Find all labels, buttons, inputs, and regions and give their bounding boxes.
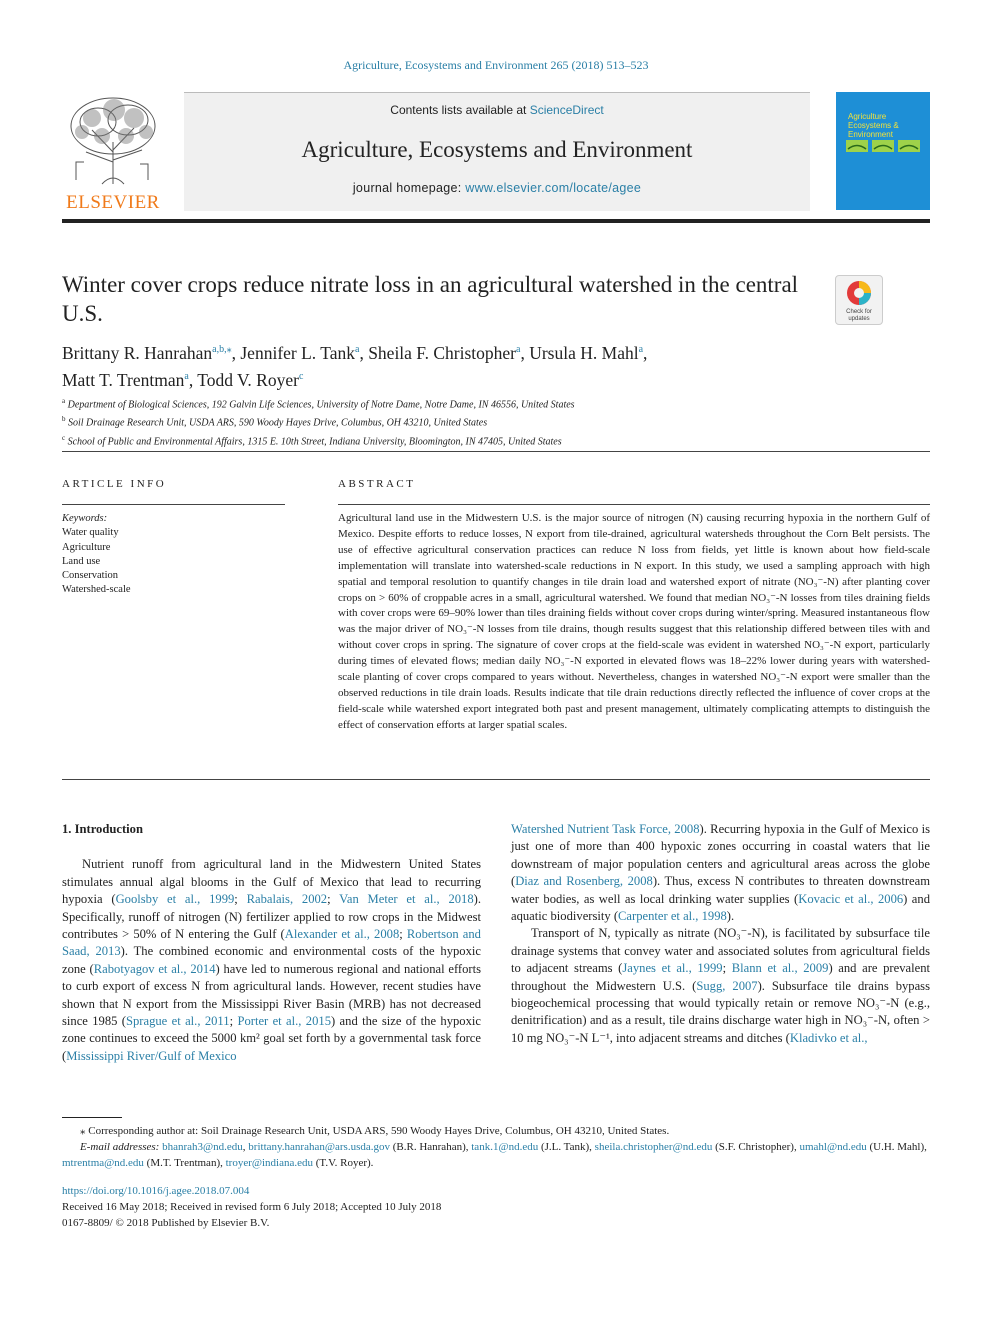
email-link[interactable]: tank.1@nd.edu <box>471 1141 539 1153</box>
citation-link[interactable]: Kovacic et al., 2006 <box>798 891 904 906</box>
email-owner: (U.H. Mahl), <box>866 1141 927 1153</box>
email-owner: (T.V. Royer). <box>313 1157 374 1169</box>
intro-heading: 1. Introduction <box>62 822 143 836</box>
keywords-label: Keywords: <box>62 513 108 524</box>
journal-title: Agriculture, Ecosystems and Environment <box>301 137 693 162</box>
paragraph-text: ; <box>327 892 340 907</box>
affiliation-text: School of Public and Environmental Affairs, 1315 E. 10th Street, Indiana University, Bloomington, IN 47405, United States <box>65 435 562 447</box>
affiliation-item <box>62 394 922 412</box>
keyword-item: Watershed-scale <box>62 584 131 596</box>
intro-column-1 <box>62 821 481 1065</box>
journal-banner <box>184 92 810 211</box>
paragraph-text: ; <box>399 927 407 942</box>
abstract-rule <box>338 504 930 505</box>
citation-link[interactable]: Watershed Nutrient Task Force, 2008 <box>511 822 700 836</box>
paragraph-text: ) and the size of the hypoxic zone continues to exceed the 5000 km² goal set forth by a governmental task force ( <box>62 1014 481 1063</box>
citation-link[interactable]: Van Meter et al., 2018 <box>339 892 474 907</box>
check-for-updates-icon <box>836 276 882 324</box>
header-rule <box>62 219 930 223</box>
paragraph-text: ). <box>726 909 735 924</box>
citation-link[interactable]: Jaynes et al., 1999 <box>622 961 723 976</box>
journal-cover[interactable] <box>836 92 930 210</box>
email-owner: (J.L. Tank), <box>538 1141 595 1153</box>
citation-link[interactable]: Goolsby et al., 1999 <box>115 892 235 907</box>
author-name: Ursula H. Mahl <box>529 342 639 363</box>
affiliation-text: Soil Drainage Research Unit, USDA ARS, 590 Woody Hayes Drive, Columbus, OH 43210, United States <box>65 417 488 429</box>
keywords-list <box>62 526 131 597</box>
sciencedirect-link[interactable]: ScienceDirect <box>529 103 604 117</box>
affiliation-item <box>62 412 922 430</box>
paragraph-text: ). Thus, excess N contributes to threaten downstream water bodies, as well as local drinking water supplies ( <box>511 874 930 906</box>
affiliation-item <box>62 431 922 449</box>
email-addresses <box>62 1139 930 1171</box>
author-name: Jennifer L. Tank <box>240 342 355 363</box>
abstract-text: Agricultural land use in the Midwestern U.S. is the major source of nitrogen (N) causing recurring hypoxia in the northern Gulf of Mexico. Despite efforts to reduce losses, N export from tile-drained, agricultural watersheds throughout the Corn Belt persists. The use of effective agricultural conservation practices can reduce N loss from fields, yet little is known about how field-scale implementation will translate into watershed-scale reductions in N export. In this study, we used a sampling approach with high spatial and temporal resolution to quantify changes in tile drain load and watershed export of nitrate (NO₃⁻-N) after planting cover crops on > 60% of croppable acres in a small, agricultural watershed. We found that median NO₃⁻-N losses from tiles draining fields with cover crops were 69–90% lower than tiles draining fields without cover crops during winter/spring. Measured instantaneous flow was the major driver of NO₃⁻-N losses from tile drains, though results suggest that this relationship differed between tiles with and without cover crops in spring. The signature of cover crops at the field-scale was evident in watershed NO₃⁻-N export, particularly during times of elevated flows; median daily NO₃⁻-N exported in elevated flows was 18–22% lower during years with watershed-scale planting of cover crops compared to years without. Nevertheless, changes in watershed NO₃⁻-N export were smaller than the observed reductions in tile drain loads. Results indicate that tile drain reductions directly reflected the influence of cover crops at the field-scale while watershed export integrated both past and present management, ultimately complicating attempts to distinguish the effect of conservation efforts at larger spatial scales. <box>338 512 930 731</box>
keyword-item: Agriculture <box>62 541 111 553</box>
homepage-link[interactable]: www.elsevier.com/locate/agee <box>465 181 642 195</box>
corresponding-author-note: ⁎ Corresponding author at: Soil Drainage Research Unit, USDA ARS, 590 Woody Hayes Drive, Columbus, OH 43210, United States. <box>80 1125 670 1137</box>
check-for-updates-badge[interactable] <box>835 275 883 325</box>
email-owner: (B.R. Hanrahan), <box>389 1141 472 1153</box>
affiliation-mark: b <box>62 415 66 424</box>
publisher-logo-text: ELSEVIER <box>66 192 160 213</box>
article-title: Winter cover crops reduce nitrate loss in an agricultural watershed in the central U.S. <box>62 272 799 326</box>
received-dates: Received 16 May 2018; Received in revised form 6 July 2018; Accepted 10 July 2018 <box>62 1201 442 1213</box>
intro-paragraph-1-continued <box>511 821 930 925</box>
author-separator: , <box>188 369 198 390</box>
author-name: Brittany R. Hanrahan <box>62 342 213 363</box>
email-link[interactable]: mtrentma@nd.edu <box>62 1157 144 1169</box>
email-owner: (S.F. Christopher), <box>712 1141 800 1153</box>
citation-link[interactable]: Robertson and Saad, 2013 <box>62 927 481 959</box>
paragraph-text: ) have led to numerous regional and national efforts to curb export of excess N from agricultural lands. However, recent studies have shown that N export from the Mississippi River Basin (MRB) has not decreased since 1985 ( <box>62 961 482 1029</box>
section-rule-top <box>62 451 930 452</box>
badge-label-2: updates <box>848 316 870 322</box>
author-affiliation-mark[interactable]: a <box>354 344 360 355</box>
author-separator: , <box>643 342 648 363</box>
author-name: Matt T. Trentman <box>62 369 185 390</box>
tree-icon <box>62 92 164 190</box>
doi-link[interactable]: https://doi.org/10.1016/j.agee.2018.07.004 <box>62 1185 250 1197</box>
journal-header <box>62 92 930 214</box>
badge-label-1: Check for <box>846 309 872 315</box>
citation-link[interactable]: Blann et al., 2009 <box>731 961 829 976</box>
author-name: Todd V. Royer <box>197 369 299 390</box>
author-line-1 <box>62 338 902 365</box>
keyword-item: Water quality <box>62 527 119 539</box>
affiliation-mark: a <box>62 397 66 405</box>
email-link[interactable]: brittany.hanrahan@ars.usda.gov <box>248 1141 390 1153</box>
copyright-line: 0167-8809/ © 2018 Published by Elsevier B.V. <box>62 1217 270 1229</box>
author-list <box>62 338 902 392</box>
paragraph-text: ). Recurring hypoxia in the Gulf of Mexico is just one of more than 400 hypoxic zones occurring in coastal waters that lie downstream of major population centers and agricultural areas across the globe ( <box>511 822 931 889</box>
article-meta <box>62 1183 930 1231</box>
paragraph-text: ; <box>234 892 247 907</box>
citation-link[interactable]: Alexander et al., 2008 <box>284 927 400 942</box>
citation-link[interactable]: Carpenter et al., 1998 <box>618 909 727 924</box>
email-owner: , <box>242 1141 249 1153</box>
author-separator: , <box>231 342 241 363</box>
author-affiliation-mark[interactable]: a,b,⁎ <box>212 344 232 355</box>
keyword-item: Land use <box>62 555 101 567</box>
cover-image-strip <box>846 140 920 152</box>
author-separator: , <box>520 342 530 363</box>
affiliations <box>62 394 922 449</box>
author-affiliation-mark[interactable]: a <box>516 344 521 355</box>
paragraph-text: ). The combined economic and environmental costs of the hypoxic zone ( <box>62 944 481 976</box>
citation-link[interactable]: Diaz and Rosenberg, 2008 <box>515 874 653 889</box>
citation-link[interactable]: Sprague et al., 2011 <box>126 1014 230 1029</box>
contents-prefix: Contents lists available at <box>390 103 530 117</box>
paragraph-text: ). Subsurface tile drains bypass biogeochemical processing that would typically retain or remove NO₃⁻-N (e.g., denitrification) and as a result, tile drains discharge water high in NO₃⁻-N, often > 10 mg NO₃⁻-N L⁻¹, into adjacent streams and ditches ( <box>511 978 930 1045</box>
citation-link[interactable]: Rabalais, 2002 <box>246 892 328 907</box>
section-rule-bottom <box>62 779 930 780</box>
citation-link[interactable]: Rabotyagov et al., 2014 <box>93 961 216 976</box>
citation-link[interactable]: Sugg, 2007 <box>696 978 758 993</box>
paragraph-text: ) and aquatic biodiversity ( <box>511 891 930 924</box>
paragraph-text: ). Specifically, runoff of nitrogen (N) fertilizer applied to row crops in the Midwest contributes > 50% of N entering the Gulf ( <box>62 892 481 942</box>
intro-paragraph-2 <box>511 925 930 1047</box>
keywords-block <box>62 512 131 598</box>
footnotes <box>62 1123 930 1171</box>
intro-paragraph-1 <box>62 856 481 1065</box>
abstract-heading: ABSTRACT <box>338 478 416 490</box>
homepage-prefix: journal homepage: <box>352 181 466 195</box>
author-affiliation-mark[interactable]: a <box>184 370 189 382</box>
author-name: Sheila F. Christopher <box>368 342 517 363</box>
paragraph-text: ) and are prevalent throughout the Midwestern U.S. ( <box>511 961 930 993</box>
email-label: E-mail addresses: <box>80 1141 163 1153</box>
email-link[interactable]: sheila.christopher@nd.edu <box>594 1141 713 1153</box>
intro-column-2 <box>511 821 930 1047</box>
paragraph-text: Transport of N, typically as nitrate (NO₃⁻-N), is facilitated by subsurface tile drainage systems that convey water and associated solutes from agricultural fields to adjacent streams ( <box>511 926 930 976</box>
homepage-line <box>184 181 810 195</box>
author-affiliation-mark[interactable]: c <box>298 370 304 382</box>
journal-reference[interactable]: Agriculture, Ecosystems and Environment 265 (2018) 513–523 <box>343 58 649 72</box>
email-link[interactable]: bhanrah3@nd.edu <box>162 1141 243 1153</box>
email-link[interactable]: troyer@indiana.edu <box>225 1157 314 1169</box>
citation-link[interactable]: Mississippi River/Gulf of Mexico <box>66 1048 237 1063</box>
email-owner: (M.T. Trentman), <box>143 1157 226 1169</box>
paragraph-text: ; <box>229 1014 238 1029</box>
paragraph-text: Nutrient runoff from agricultural land in the Midwestern United States stimulates annual algal blooms in the Gulf of Mexico that lead to recurring hypoxia ( <box>62 857 481 907</box>
citation-link[interactable]: Kladivko et al., <box>789 1030 868 1045</box>
article-info-heading: ARTICLE INFO <box>62 478 167 490</box>
citation-link[interactable]: Porter et al., 2015 <box>237 1014 331 1029</box>
elsevier-logo <box>62 92 164 214</box>
keyword-item: Conservation <box>62 570 118 582</box>
affiliation-text: Department of Biological Sciences, 192 Galvin Life Sciences, University of Notre Dame, Notre Dame, IN 46556, United States <box>65 399 575 411</box>
author-line-2 <box>62 365 902 392</box>
email-link[interactable]: umahl@nd.edu <box>799 1141 867 1153</box>
author-affiliation-mark[interactable]: a <box>638 344 644 355</box>
article-info-rule <box>62 504 285 505</box>
cover-title: Agriculture Ecosystems & Environment <box>848 112 899 139</box>
paragraph-text: ; <box>722 961 732 976</box>
contents-line <box>184 103 810 117</box>
author-separator: , <box>359 342 369 363</box>
affiliation-mark: c <box>62 433 66 442</box>
footnote-rule <box>62 1117 122 1118</box>
